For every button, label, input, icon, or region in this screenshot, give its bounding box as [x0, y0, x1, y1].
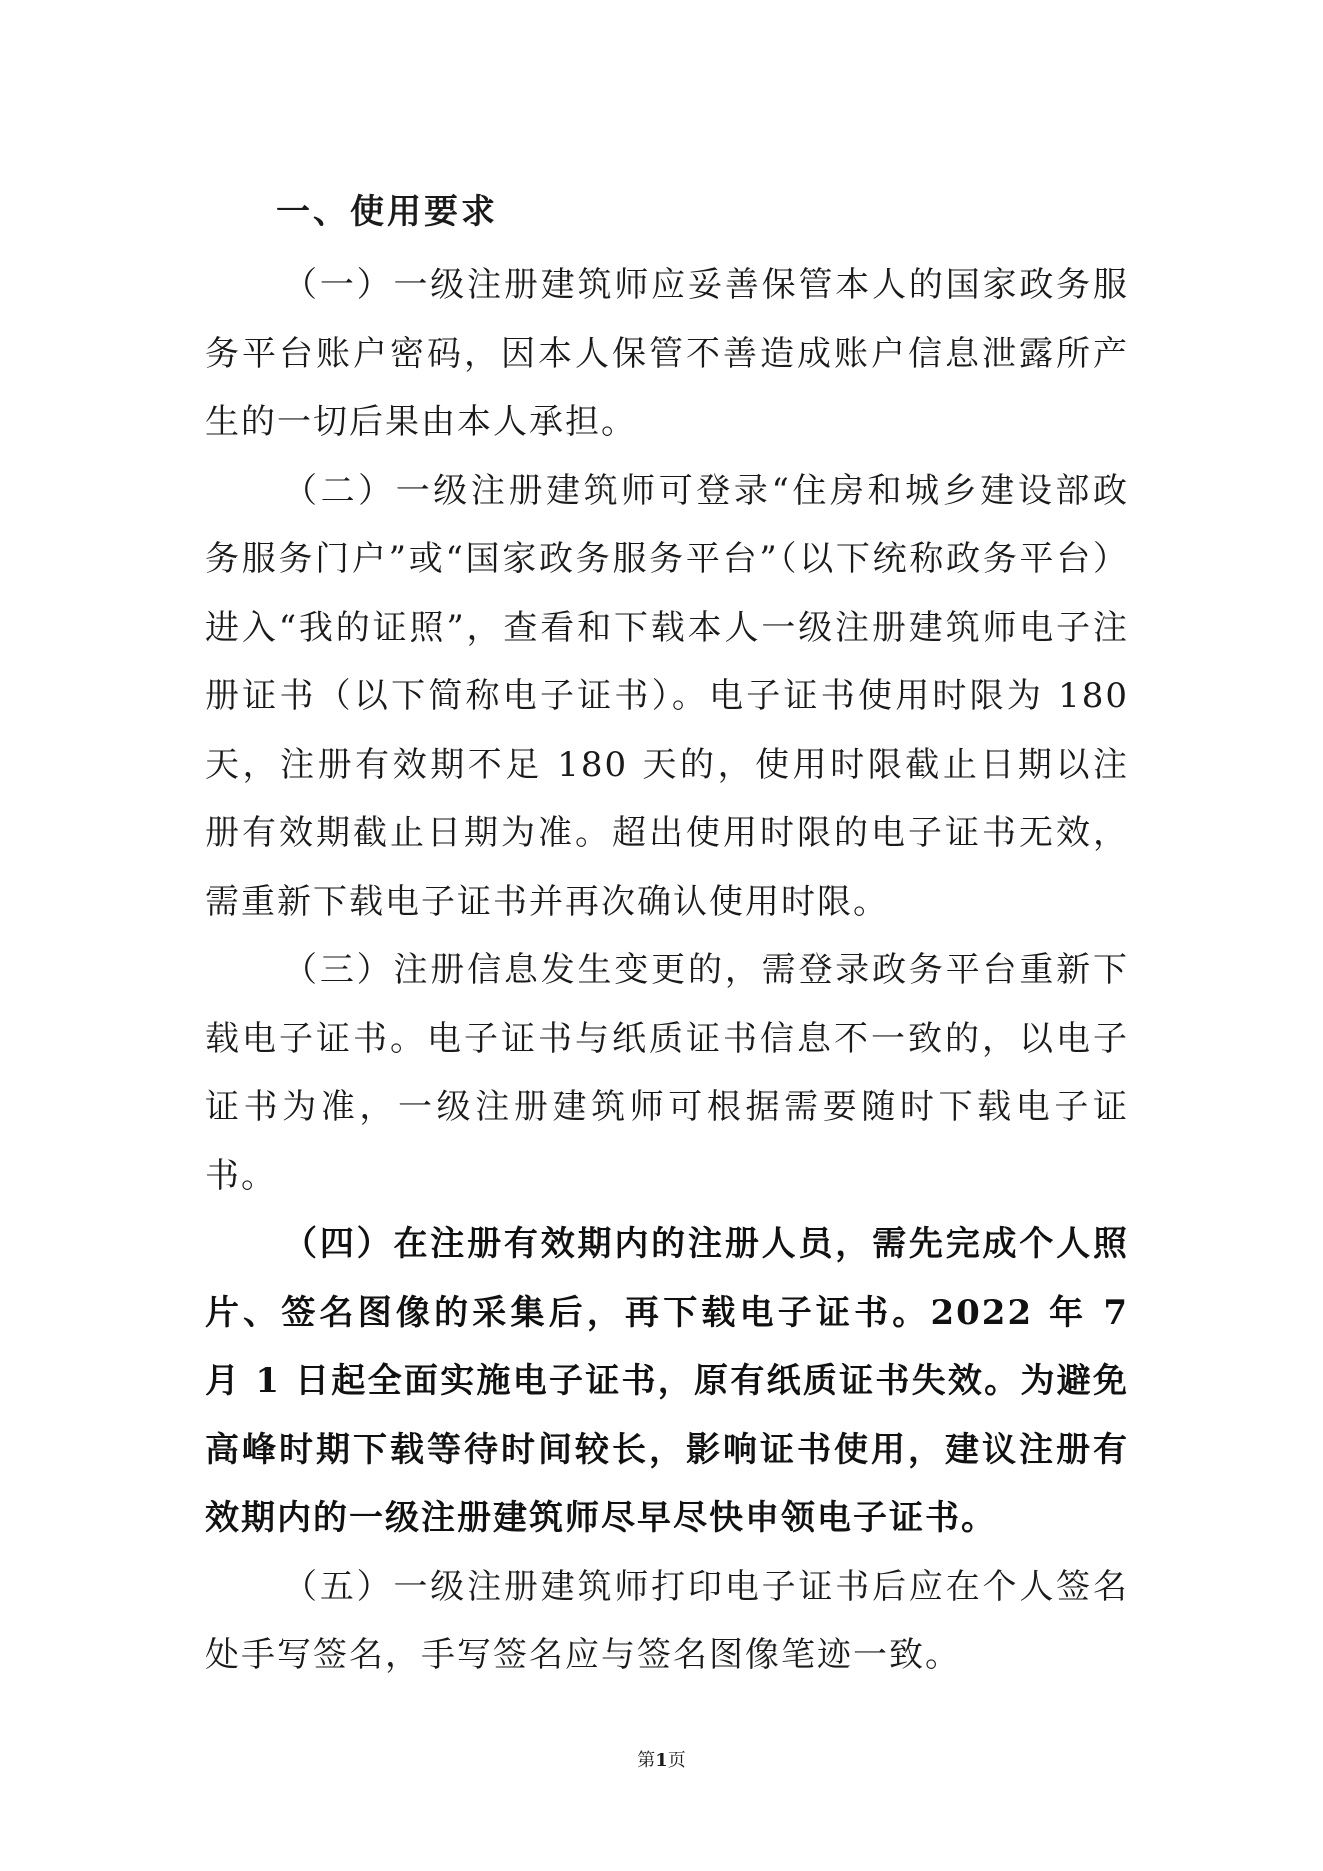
document-body: [205, 251, 1129, 1690]
page-label-prefix: 第: [637, 1750, 656, 1771]
paragraph-2: （二）一级注册建筑师可登录“住房和城乡建设部政务服务门户”或“国家政务服务平台”（以下统称政务平台）进入“我的证照”，查看和下载本人一级注册建筑师电子注册证书（以下简称电子证书）。电子证书使用时限为 180 天，注册有效期不足 180 天的，使用时限截止日期以注册有效期截止日期为准。超出使用时限的电子证书无效，需重新下载电子证书并再次确认使用时限。: [205, 470, 1129, 922]
paragraph-1: （一）一级注册建筑师应妥善保管本人的国家政务服务平台账户密码，因本人保管不善造成账户信息泄露所产生的一切后果由本人承担。: [205, 265, 1129, 442]
section-heading: 一、使用要求: [276, 192, 498, 232]
page-number: 1: [655, 1750, 668, 1771]
paragraph-4-bold: （四）在注册有效期内的注册人员，需先完成个人照片、签名图像的采集后，再下载电子证书。2022 年 7 月 1 日起全面实施电子证书，原有纸质证书失效。为避免高峰时期下载等待时间较长，影响证书使用，建议注册有效期内的一级注册建筑师尽早尽快申领电子证书。: [205, 1224, 1129, 1538]
page-footer: [0, 1749, 1323, 1773]
paragraph-3: （三）注册信息发生变更的，需登录政务平台重新下载电子证书。电子证书与纸质证书信息不一致的，以电子证书为准，一级注册建筑师可根据需要随时下载电子证书。: [205, 950, 1129, 1196]
paragraph-5: （五）一级注册建筑师打印电子证书后应在个人签名处手写签名，手写签名应与签名图像笔迹一致。: [205, 1566, 1129, 1675]
page-label-suffix: 页: [667, 1750, 686, 1771]
